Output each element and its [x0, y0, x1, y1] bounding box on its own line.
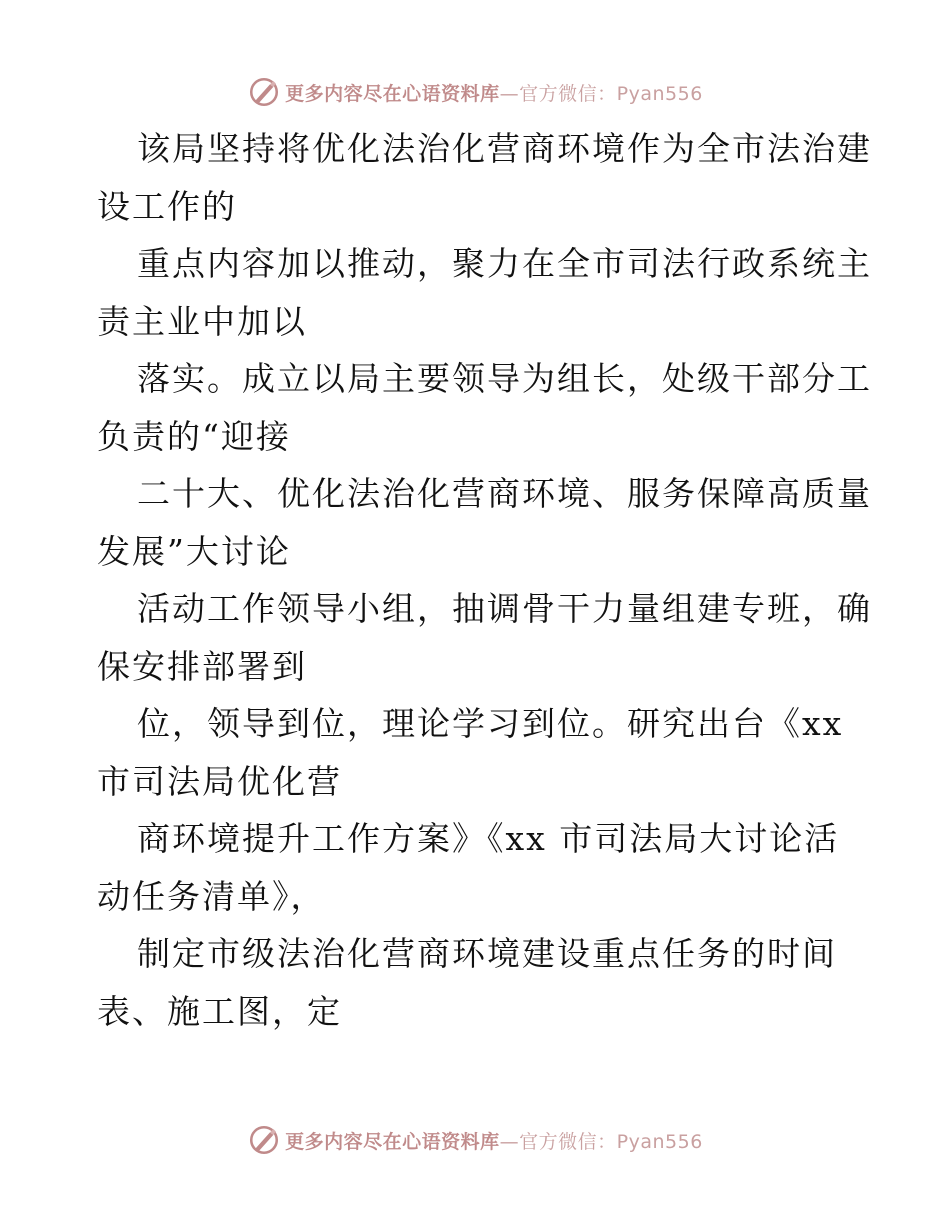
text-line: 保安排部署到 — [97, 646, 307, 686]
document-body — [97, 120, 872, 1040]
watermark-main: 更多内容尽在心语资料库 — [285, 82, 500, 105]
text-line: 商环境提升工作方案》《xx 市司法局大讨论活 — [137, 819, 840, 858]
watermark-text — [285, 1127, 703, 1154]
text-line: 负责的“迎接 — [97, 416, 291, 456]
text-line: 责主业中加以 — [97, 301, 307, 341]
text-line: 制定市级法治化营商环境建设重点任务的时间 — [137, 934, 837, 973]
text-line: 表、施工图，定 — [97, 991, 342, 1031]
text-line: 重点内容加以推动，聚力在全市司法行政系统主 — [137, 244, 872, 283]
watermark-sub: —官方微信：Pyan556 — [499, 82, 703, 105]
pen-seal-icon — [247, 75, 281, 109]
watermark-sub: —官方微信：Pyan556 — [499, 1130, 703, 1153]
header-watermark — [0, 72, 950, 112]
text-line: 动任务清单》， — [97, 876, 326, 916]
text-line: 位，领导到位，理论学习到位。研究出台《xx — [137, 704, 844, 743]
text-line: 设工作的 — [97, 186, 237, 226]
text-line: 落实。成立以局主要领导为组长，处级干部分工 — [137, 359, 872, 398]
text-line: 市司法局优化营 — [97, 761, 342, 801]
watermark-main: 更多内容尽在心语资料库 — [285, 1130, 500, 1153]
text-line: 发展”大讨论 — [97, 531, 291, 571]
pen-seal-icon — [247, 1123, 281, 1157]
text-line: 二十大、优化法治化营商环境、服务保障高质量 — [137, 474, 872, 513]
text-line: 活动工作领导小组，抽调骨干力量组建专班，确 — [137, 589, 872, 628]
footer-watermark — [0, 1120, 950, 1160]
watermark-text — [285, 79, 703, 106]
text-line: 该局坚持将优化法治化营商环境作为全市法治建 — [137, 129, 872, 168]
